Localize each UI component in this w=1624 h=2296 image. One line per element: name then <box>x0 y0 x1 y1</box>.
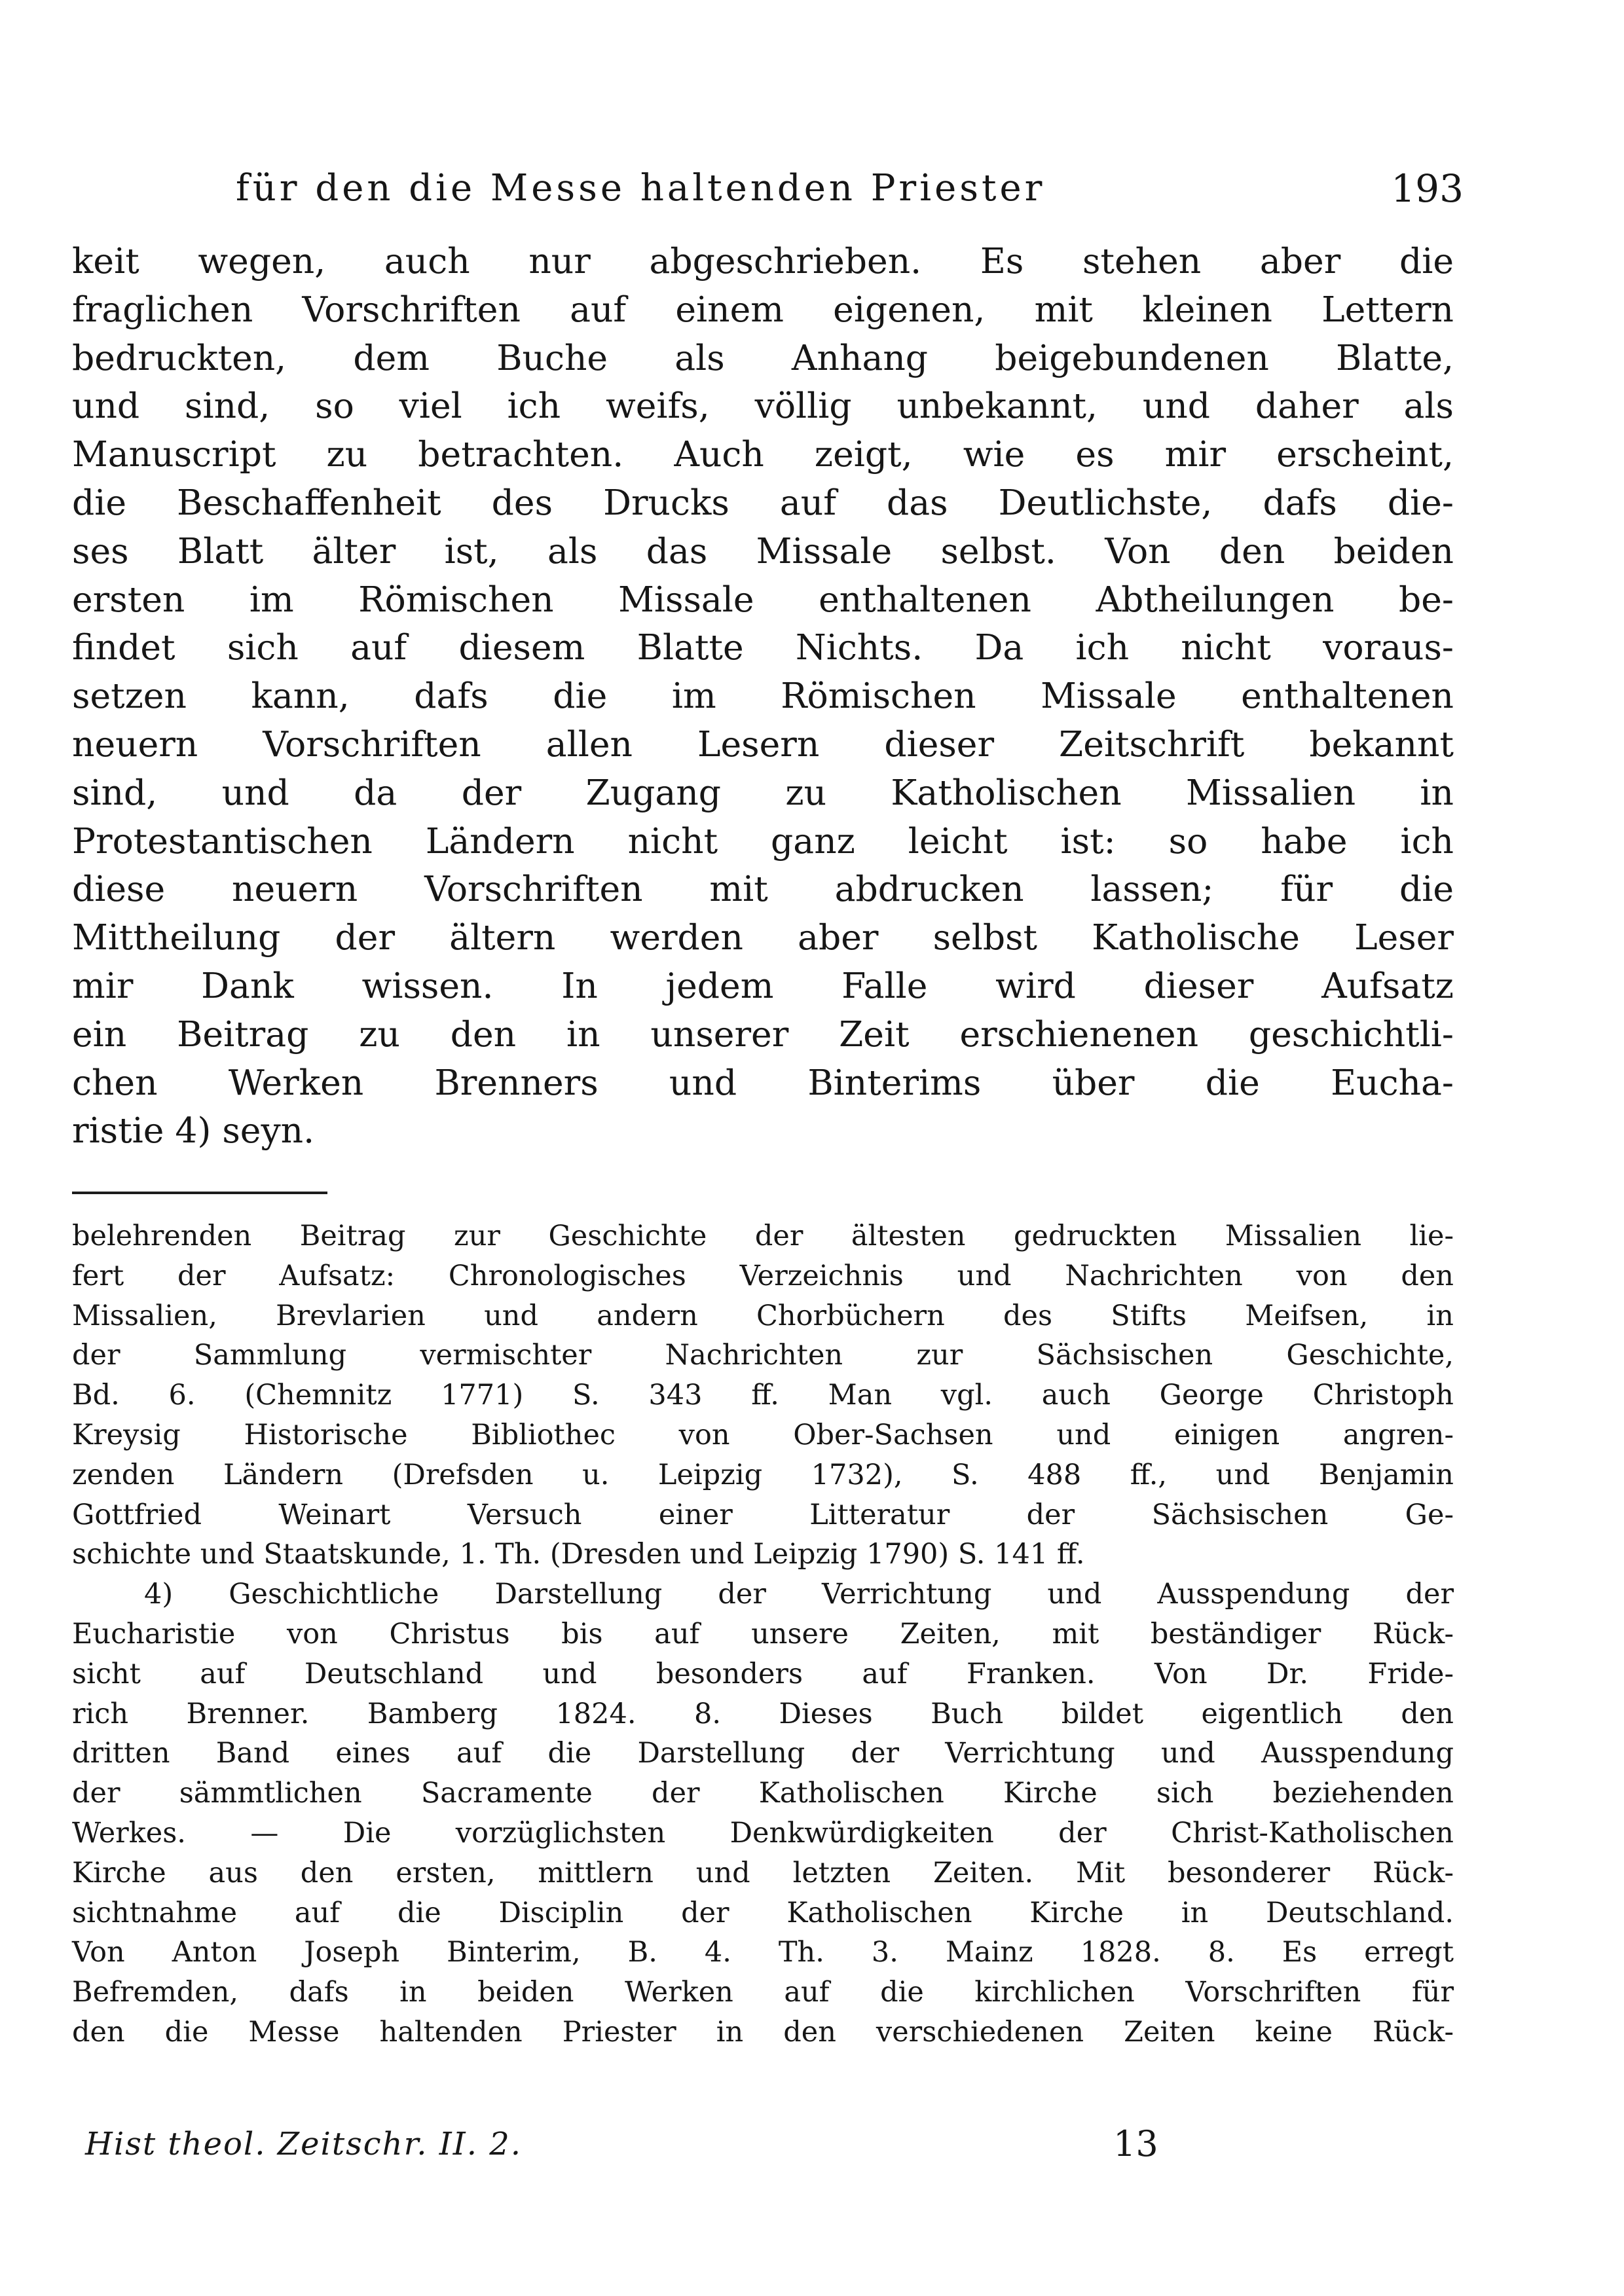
footnote-line: fert der Aufsatz: Chronologisches Verzeichnis und Nachrichten von den <box>72 1259 1454 1292</box>
footnote-line: sicht auf Deutschland und besonders auf Franken. Von Dr. Fride- <box>72 1657 1454 1690</box>
footnote-line: Kreysig Historische Bibliothec von Ober-Sachsen und einigen angren- <box>72 1418 1454 1451</box>
text-line: Protestantischen Ländern nicht ganz leicht ist: so habe ich <box>72 820 1454 862</box>
running-head <box>236 162 1464 215</box>
text-line: ersten im Römischen Missale enthaltenen Abtheilungen be- <box>72 578 1454 620</box>
footnote-line: dritten Band eines auf die Darstellung der Verrichtung und Ausspendung <box>72 1737 1454 1770</box>
signature-number: 13 <box>1113 2123 1158 2164</box>
text-line: ses Blatt älter ist, als das Missale selbst. Von den beiden <box>72 530 1454 572</box>
footnote-line: Befremden, dafs in beiden Werken auf die kirchlichen Vorschriften für <box>72 1976 1454 2009</box>
page-number: 193 <box>1391 166 1464 211</box>
footnote-line: Missalien, Brevlarien und andern Chorbüchern des Stifts Meifsen, in <box>72 1299 1454 1332</box>
text-line: bedruckten, dem Buche als Anhang beigebundenen Blatte, <box>72 337 1454 378</box>
footnote-line: Bd. 6. (Chemnitz 1771) S. 343 ff. Man vgl. auch George Christoph <box>72 1379 1454 1412</box>
text-line: sind, und da der Zugang zu Katholischen Missalien in <box>72 771 1454 813</box>
text-line: ein Beitrag zu den in unserer Zeit erschienenen geschichtli- <box>72 1013 1454 1055</box>
text-line: findet sich auf diesem Blatte Nichts. Da ich nicht voraus- <box>72 627 1454 668</box>
text-line: und sind, so viel ich weifs, völlig unbekannt, und daher als <box>72 385 1454 427</box>
main-text <box>72 237 1454 1155</box>
signature-mark: Hist theol. Zeitschr. II. 2. <box>85 2126 523 2162</box>
footnote-line: der Sammlung vermischter Nachrichten zur Sächsischen Geschichte, <box>72 1339 1454 1372</box>
text-line: keit wegen, auch nur abgeschrieben. Es stehen aber die <box>72 240 1454 282</box>
footnote-line: Gottfried Weinart Versuch einer Litteratur der Sächsischen Ge- <box>72 1498 1454 1531</box>
footnote-line: Kirche aus den ersten, mittlern und letzten Zeiten. Mit besonderer Rück- <box>72 1856 1454 1889</box>
text-line: mir Dank wissen. In jedem Falle wird dieser Aufsatz <box>72 964 1454 1006</box>
footnote-line: Von Anton Joseph Binterim, B. 4. Th. 3. Mainz 1828. 8. Es erregt <box>72 1936 1454 1969</box>
footnote-line: Werkes. — Die vorzüglichsten Denkwürdigkeiten der Christ-Katholischen <box>72 1816 1454 1850</box>
footnote-line: Eucharistie von Christus bis auf unsere Zeiten, mit beständiger Rück- <box>72 1617 1454 1650</box>
footnote-line: belehrenden Beitrag zur Geschichte der ältesten gedruckten Missalien lie- <box>72 1220 1454 1252</box>
signature-line <box>85 2121 1198 2167</box>
footnote-line: schichte und Staatskunde, 1. Th. (Dresden und Leipzig 1790) S. 141 ff. <box>72 1538 1085 1571</box>
running-title: für den die Messe haltenden Priester <box>236 167 1046 210</box>
text-line: Mittheilung der ältern werden aber selbst Katholische Leser <box>72 917 1454 958</box>
text-line: diese neuern Vorschriften mit abdrucken lassen; für die <box>72 868 1454 910</box>
footnote-line: der sämmtlichen Sacramente der Katholischen Kirche sich beziehenden <box>72 1777 1454 1810</box>
text-line: fraglichen Vorschriften auf einem eigenen, mit kleinen Lettern <box>72 288 1454 330</box>
footnote-line: den die Messe haltenden Priester in den verschiedenen Zeiten keine Rück- <box>72 2015 1454 2049</box>
footnotes <box>72 1216 1454 2052</box>
footnote-divider <box>72 1192 327 1194</box>
footnote-line: zenden Ländern (Drefsden u. Leipzig 1732), S. 488 ff., und Benjamin <box>72 1458 1454 1491</box>
text-line: chen Werken Brenners und Binterims über die Eucha- <box>72 1061 1454 1103</box>
text-line: neuern Vorschriften allen Lesern dieser Zeitschrift bekannt <box>72 723 1454 765</box>
footnote-line: rich Brenner. Bamberg 1824. 8. Dieses Buch bildet eigentlich den <box>72 1697 1454 1730</box>
text-line: die Beschaffenheit des Drucks auf das Deutlichste, dafs die- <box>72 481 1454 523</box>
footnote-line: 4) Geschichtliche Darstellung der Verrichtung und Ausspendung der <box>144 1578 1454 1611</box>
text-line: Manuscript zu betrachten. Auch zeigt, wie es mir erscheint, <box>72 433 1454 475</box>
text-line: setzen kann, dafs die im Römischen Missale enthaltenen <box>72 675 1454 717</box>
footnote-line: sichtnahme auf die Disciplin der Katholischen Kirche in Deutschland. <box>72 1896 1454 1929</box>
text-line: ristie 4) seyn. <box>72 1110 315 1152</box>
